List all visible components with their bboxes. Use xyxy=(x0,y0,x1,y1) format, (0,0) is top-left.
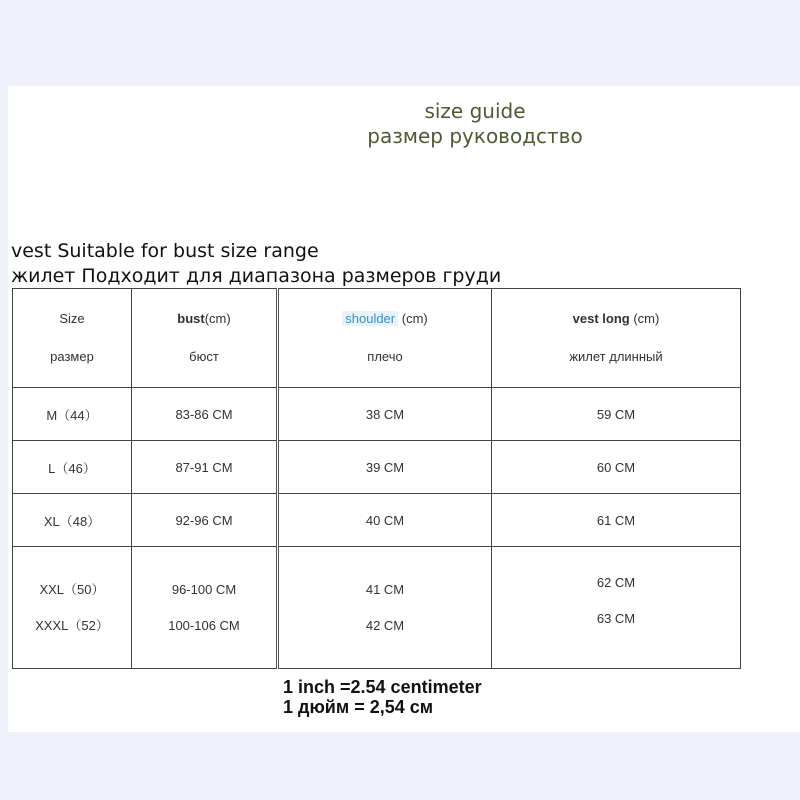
cell-length-xxl: 62 CM xyxy=(596,574,636,590)
intro-en: vest Suitable for bust size range xyxy=(11,240,319,262)
header-size xyxy=(13,289,132,388)
header-length xyxy=(492,289,741,388)
header-shoulder-en xyxy=(279,300,491,338)
header-bust xyxy=(132,289,278,388)
cell-bust: 83-86 CM xyxy=(132,388,278,441)
cell-length: 59 CM xyxy=(492,388,741,441)
header-size-en: Size xyxy=(59,311,85,326)
table-row xyxy=(13,441,741,494)
table-row xyxy=(13,388,741,441)
footer-conversion-ru: 1 дюйм = 2,54 см xyxy=(283,697,434,717)
cell-size-combined xyxy=(13,547,132,669)
size-table xyxy=(12,288,741,669)
header-shoulder-unit: (cm) xyxy=(398,311,428,326)
cell-bust: 92-96 CM xyxy=(132,494,278,547)
title-en: size guide xyxy=(424,99,526,123)
cell-bust: 87-91 CM xyxy=(132,441,278,494)
cell-length-xxxl: 63 CM xyxy=(596,610,636,626)
header-length-en xyxy=(492,300,740,338)
cell-shoulder-combined xyxy=(278,547,492,669)
cell-bust-xxxl: 100-106 CM xyxy=(168,617,240,633)
cell-size-xxl: XXL（50） xyxy=(39,581,105,597)
header-shoulder-label: shoulder xyxy=(342,311,398,326)
cell-shoulder: 39 CM xyxy=(278,441,492,494)
cell-bust-xxl: 96-100 CM xyxy=(171,581,237,597)
intro-ru: жилет Подходит для диапазона размеров груди xyxy=(11,265,502,287)
title-ru: размер руководство xyxy=(367,124,583,148)
header-bust-unit: (cm) xyxy=(204,311,231,326)
header-length-unit: (cm) xyxy=(629,311,660,326)
cell-size-xxxl: XXXL（52） xyxy=(35,617,109,633)
table-row-combined xyxy=(13,547,741,669)
table-row xyxy=(13,494,741,547)
header-bust-label: bust xyxy=(177,311,205,326)
cell-size: L（46） xyxy=(13,441,132,494)
header-shoulder xyxy=(278,289,492,388)
header-length-label: vest long xyxy=(572,311,630,326)
header-size-ru: размер xyxy=(50,349,94,364)
cell-shoulder-xxxl: 42 CM xyxy=(365,617,405,633)
cell-size: M（44） xyxy=(13,388,132,441)
footer-conversion-en: 1 inch =2.54 centimeter xyxy=(283,677,482,697)
cell-length: 60 CM xyxy=(492,441,741,494)
header-bust-ru: бюст xyxy=(189,349,219,364)
header-bust-en xyxy=(132,300,276,338)
header-shoulder-ru: плечо xyxy=(367,349,403,364)
header-length-ru: жилет длинный xyxy=(569,349,663,364)
cell-size: XL（48） xyxy=(13,494,132,547)
cell-shoulder: 40 CM xyxy=(278,494,492,547)
cell-shoulder-xxl: 41 CM xyxy=(365,581,405,597)
header-row xyxy=(13,289,741,388)
cell-bust-combined xyxy=(132,547,278,669)
cell-length-combined xyxy=(492,547,741,669)
cell-shoulder: 38 CM xyxy=(278,388,492,441)
cell-length: 61 CM xyxy=(492,494,741,547)
